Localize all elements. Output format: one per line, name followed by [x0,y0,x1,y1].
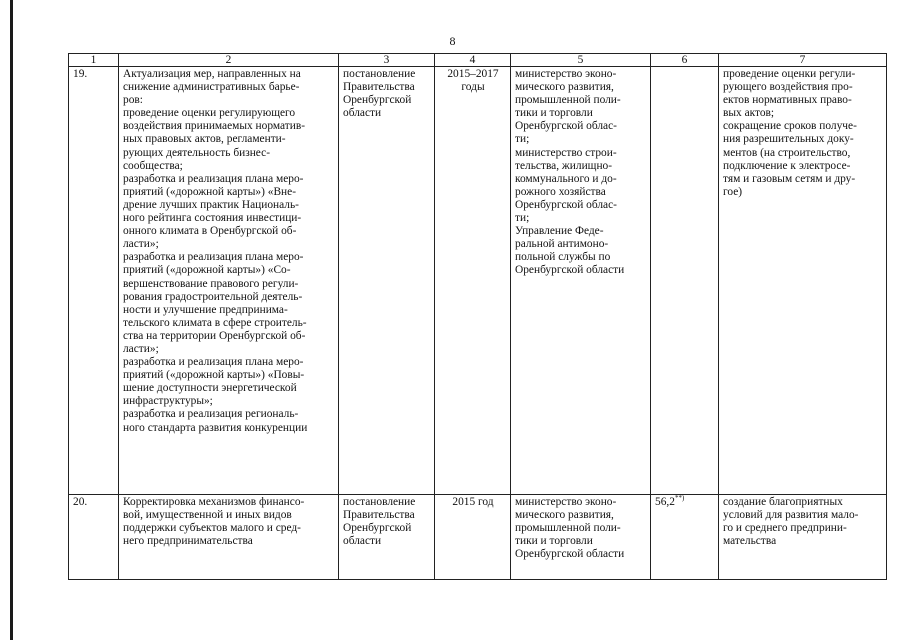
text-line: Правительства [343,509,415,522]
text-line: ти; [515,133,530,146]
table-row [69,67,887,495]
text-line: ласти»; [123,238,159,251]
text-line: него предпринимательства [123,535,253,548]
text-line: ров: [123,94,143,107]
table-header-row [69,54,887,67]
text-line: сообщества; [123,159,183,172]
text-line: министерство строи- [515,146,617,159]
page-number: 8 [449,34,456,48]
document-cell [339,67,435,495]
text-line: ния разрешительных доку- [723,133,854,146]
row-number: 20. [69,495,119,580]
text-line: тельства, жилищно- [515,159,613,172]
text-line: постановление [343,68,416,80]
text-line: условий для развития мало- [723,509,859,522]
text-line: Правительства [343,81,415,94]
document-cell [339,495,435,580]
text-line: снижение административных барье- [123,81,300,94]
text-line: рожного хозяйства [515,185,606,198]
text-line: тики и торговли [515,535,593,548]
text-line: проведение оценки регули- [723,68,856,80]
text-line: Оренбургской облас- [515,120,617,133]
column-header: 7 [719,54,887,67]
text-line: воздействия принимаемых норматив- [123,120,306,133]
column-header: 2 [119,54,339,67]
text-line: ного рейтинга состояния инвестици- [123,212,302,225]
period-cell [435,495,511,580]
text-line: шение доступности энергетической [123,382,297,395]
text-line: промышленной поли- [515,522,621,535]
text-line: ного стандарта развития конкуренции [123,421,308,434]
text-line: Управление Феде- [515,225,604,238]
text-line: разработка и реализация плана меро- [123,172,304,185]
text-line: дрение лучших практик Националь- [123,198,299,211]
text-line: Оренбургской [343,94,412,107]
row-number: 19. [69,67,119,495]
text-line: Оренбургской [343,522,412,535]
text-line: разработка и реализация региональ- [123,408,299,421]
measure-cell [119,67,339,495]
result-cell [719,67,887,495]
text-line: тельского климата в сфере строитель- [123,316,307,329]
column-header: 3 [339,54,435,67]
text-line: области [343,107,382,120]
result-cell [719,495,887,580]
text-line: ментов (на строительство, [723,146,851,159]
text-line: ности и улучшение предпринима- [123,303,288,316]
text-line: министерство эконо- [515,68,617,80]
text-line: тям и газовым сетям и дру- [723,172,856,185]
text-line: рующих деятельность бизнес- [123,146,270,159]
text-line: разработка и реализация плана меро- [123,251,304,264]
text-line: Оренбургской области [515,548,625,561]
text-line: мательства [723,535,777,548]
measure-cell [119,495,339,580]
column-header: 1 [69,54,119,67]
text-line: ства на территории Оренбургской об- [123,329,306,342]
text-line: ных правовых актов, регламенти- [123,133,286,146]
text-line: ектов нормативных право- [723,94,852,107]
measures-table [68,53,887,580]
value-cell [651,67,719,495]
text-line: подключение к электросе- [723,159,851,172]
text-line: вой, имущественной и иных видов [123,509,292,522]
text-line: разработка и реализация плана меро- [123,356,304,369]
text-line: 2015–2017 [447,68,499,80]
text-line: приятий («дорожной карты») «Вне- [123,185,297,198]
text-line: Корректировка механизмов финансо- [123,496,305,508]
text-line: Актуализация мер, направленных на [123,68,301,80]
text-line: тики и торговли [515,107,593,120]
text-line: промышленной поли- [515,94,621,107]
text-line: создание благоприятных [723,496,843,508]
page-left-border [10,0,13,640]
value-text: 56,2 [655,496,675,508]
text-line: Оренбургской области [515,264,625,277]
text-line: ласти»; [123,342,159,355]
text-line: области [343,535,382,548]
text-line: вершенствование правового регули- [123,277,299,290]
column-header: 5 [511,54,651,67]
text-line: ти; [515,212,530,225]
text-line: поддержки субъектов малого и сред- [123,522,301,535]
text-line: коммунального и до- [515,172,617,185]
text-line: 2015 год [452,496,494,508]
value-footnote-mark: **) [674,494,685,503]
text-line: польной службы по [515,251,611,264]
text-line: гое) [723,185,743,198]
text-line: рующего воздействия про- [723,81,853,94]
text-line: сокращение сроков получе- [723,120,857,133]
column-header: 4 [435,54,511,67]
period-cell [435,67,511,495]
executor-cell [511,495,651,580]
text-line: министерство эконо- [515,496,617,508]
text-line: ральной антимоно- [515,238,609,251]
value-cell [651,495,719,580]
column-header: 6 [651,54,719,67]
table-row [69,495,887,580]
text-line: мического развития, [515,81,614,94]
text-line: Оренбургской облас- [515,198,617,211]
text-line: постановление [343,496,416,508]
text-line: рования градостроительной деятель- [123,290,303,303]
text-line: онного климата в Оренбургской об- [123,225,297,238]
text-line: годы [461,81,485,94]
text-line: вых актов; [723,107,775,120]
text-line: приятий («дорожной карты») «Со- [123,264,291,277]
text-line: инфраструктуры»; [123,395,213,408]
text-line: приятий («дорожной карты») «Повы- [123,369,305,382]
executor-cell [511,67,651,495]
text-line: мического развития, [515,509,614,522]
text-line: проведение оценки регулирующего [123,107,296,120]
text-line: го и среднего предприни- [723,522,847,535]
